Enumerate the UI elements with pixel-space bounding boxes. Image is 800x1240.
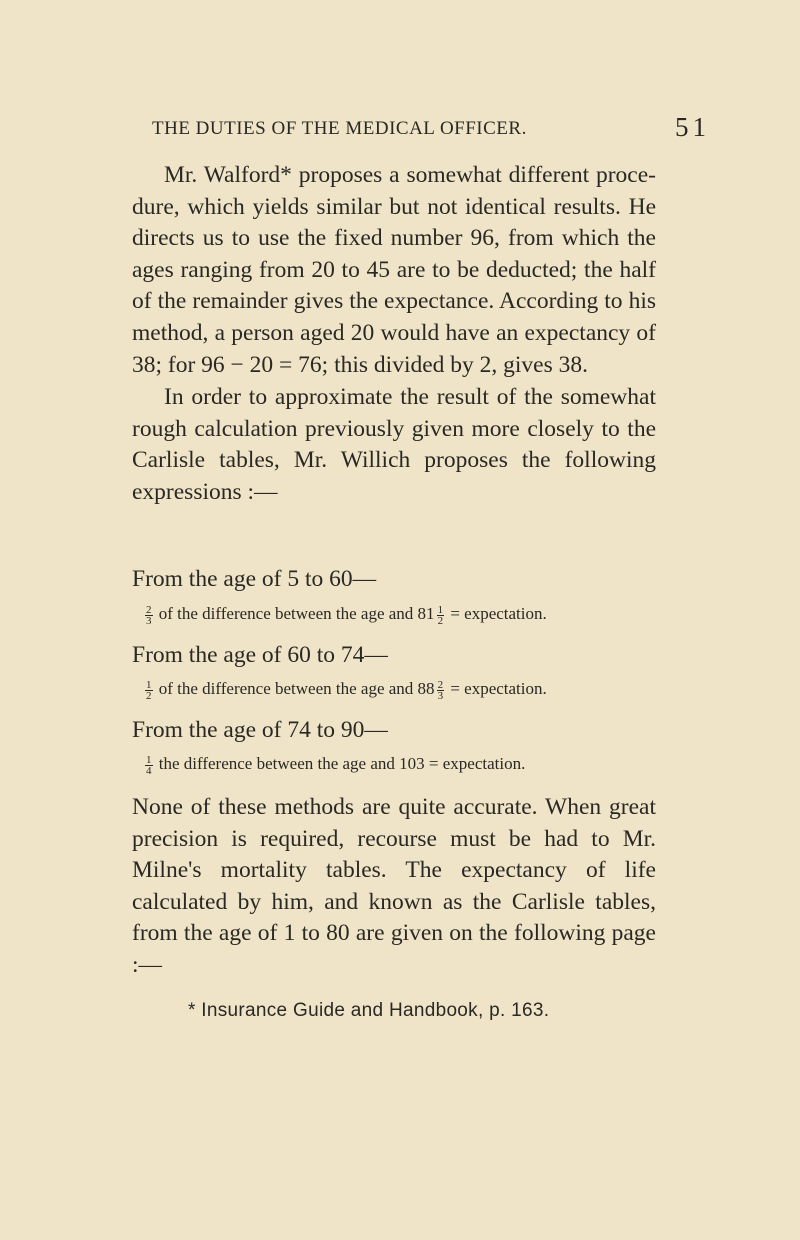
expression-1-result: = expectation. <box>450 604 547 623</box>
expression-3-formula <box>143 754 525 776</box>
expression-2-label: From the age of 60 to 74— <box>132 642 388 668</box>
expression-1-value-fraction: $\frac{1}{2}$ <box>437 603 444 627</box>
paragraph-walford: Mr. Walford* proposes a somewhat different procedure, which yields similar but not identical results. He directs us to use the fixed number 96, from which the ages ranging from 20 to 45 are to be deducted; the half of the remainder gives the expectance. According to his method, a person aged 20 would have an expectancy of 38; for 96 − 20 = 76; this divided by 2, gives 38. <box>132 162 656 378</box>
expression-2-result: = expectation. <box>450 679 547 698</box>
expression-3-fraction: $\frac{1}{4}$ <box>146 753 152 777</box>
expression-2-text: of the difference between the age and 88 <box>158 679 435 698</box>
expression-1-fraction: $\frac{2}{3}$ <box>146 603 152 627</box>
expression-3-label: From the age of 74 to 90— <box>132 717 388 743</box>
footnote: * Insurance Guide and Handbook, p. 163. <box>188 1000 550 1021</box>
paragraph-willich: In order to approximate the result of the somewhat rough calculation previously given more closely to the Carlisle tables, Mr. Willich proposes the following expressions :— <box>132 384 656 505</box>
expression-2-formula <box>143 679 547 701</box>
expression-2-value-fraction: $\frac{2}{3}$ <box>437 678 444 702</box>
expression-3-result: = expectation. <box>428 754 526 773</box>
paragraph-milne: None of these methods are quite accurate. When great precision is required, recourse must be had to Mr. Milne's mortality tables. The expectancy of life calculated by him, and known as the Carlisle tables, from the age of 1 to 80 are given on the following page :— <box>132 794 656 978</box>
expression-1-label: From the age of 5 to 60— <box>132 566 377 592</box>
page-number: 51 <box>675 112 710 142</box>
header-title: THE DUTIES OF THE MEDICAL OFFICER. <box>152 118 527 139</box>
expression-1-formula <box>143 604 547 626</box>
expression-3-text: the difference between the age and 103 <box>158 754 425 773</box>
expression-1-text: of the difference between the age and 81 <box>158 604 435 623</box>
expression-2-fraction: $\frac{1}{2}$ <box>146 678 152 702</box>
